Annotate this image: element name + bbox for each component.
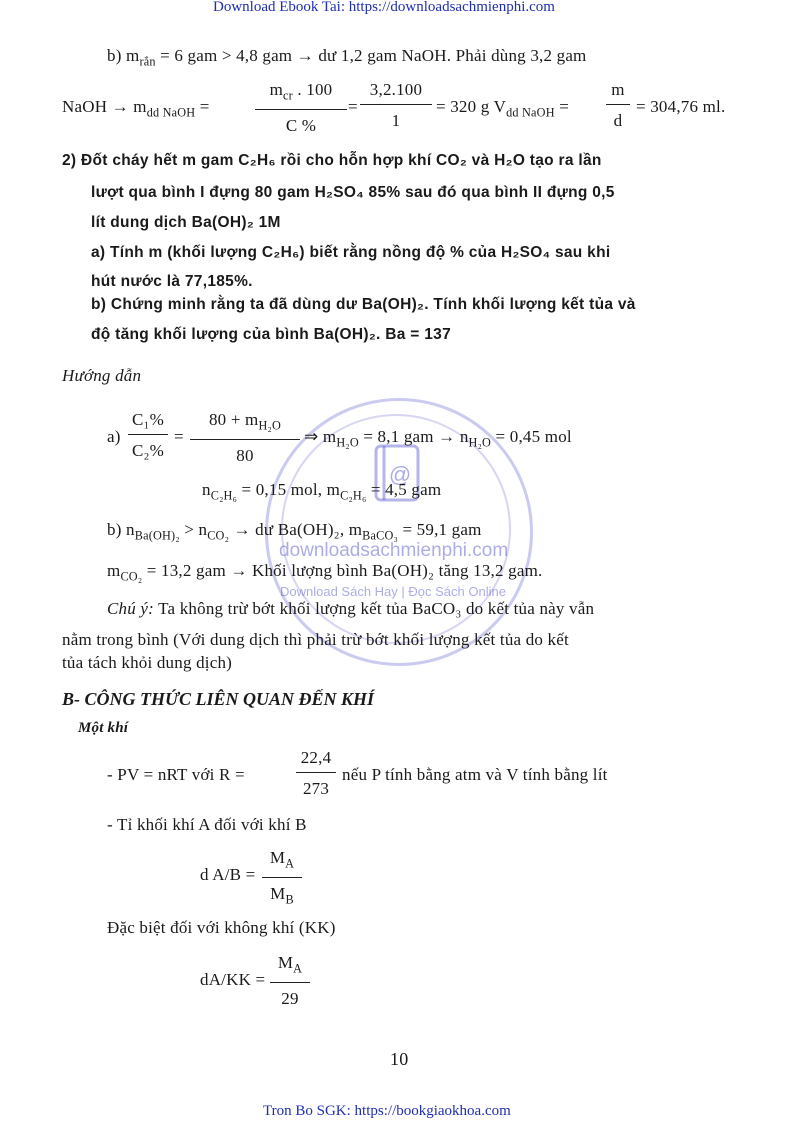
fraction-mcr-100-over-c: $m_{cr}$ . 100 C % (255, 80, 347, 136)
part-b-line2-start: NaOH → $m_{dd NaOH}$ = (62, 97, 210, 120)
svg-text:@: @ (388, 462, 412, 487)
problem2-line6: b) Chứng minh rằng ta đã dùng dư Ba(OH)₂. Tính khối lượng kết tủa và (91, 296, 636, 313)
problem2-line4: a) Tính m (khối lượng C₂H₆) biết rằng nồng độ % của H₂SO₄ sau khi (91, 244, 611, 261)
problem2-line2: lượt qua bình I đựng 80 gam H₂SO₄ 85% sau đó qua bình II đựng 0,5 (91, 184, 615, 201)
header-download-link[interactable]: Download Ebook Tai: https://downloadsachmienphi.com (213, 0, 555, 15)
part-b-line2-mid: = 320 g $V_{dd NaOH}$ = (436, 97, 569, 120)
fraction-c1-over-c2: C₁% C₂% (128, 410, 168, 461)
section-b-subheading: Một khí (78, 720, 129, 736)
fraction-80-plus-mh2o-over-80: $80 + m_{H_2O}$ 80 (190, 410, 300, 466)
problem2-line1: 2) Đốt cháy hết m gam C₂H₆ rồi cho hỗn hợp khí CO₂ và H₂O tạo ra lần (62, 152, 602, 169)
section-b-heading: B- CÔNG THỨC LIÊN QUAN ĐẾN KHÍ (62, 689, 374, 709)
guide-note-line1: Chú ý: Ta không trừ bớt khối lượng kết tủa BaCO₃ do kết tủa này vẫn (107, 599, 595, 618)
pv-line-rest: nếu P tính bằng atm và V tính bằng lít (342, 765, 608, 784)
fraction-ma-over-29: $M_A$ 29 (270, 953, 310, 1009)
guide-note-line3: tủa tách khỏi dung dịch) (62, 653, 233, 672)
fraction-m-over-d: m d (606, 80, 630, 131)
problem2-line5: hút nước là 77,185%. (91, 273, 253, 290)
guide-heading: Hướng dẫn (62, 366, 142, 385)
guide-a-label: a) (107, 427, 121, 446)
problem2-line3: lít dung dịch Ba(OH)₂ 1M (91, 214, 281, 231)
fraction-ma-over-mb: $M_A$ $M_B$ (262, 848, 302, 910)
guide-a-result: ⇒ $m_{H_2O} = 8,1$ gam → $n_{H_2O} = 0,45$ mol (304, 427, 572, 450)
footer-bookgiaokhoa-link[interactable]: Tron Bo SGK: https://bookgiaokhoa.com (263, 1103, 511, 1119)
watermark-site: downloadsachmienphi.com (279, 540, 509, 561)
guide-n-c2h6: $n_{C_2H_6} = 0,15$ mol, $m_{C_2H_6} = 4,5$ gam (202, 480, 442, 503)
problem2-line7: độ tăng khối lượng của bình Ba(OH)₂. Ba = 137 (91, 326, 451, 343)
guide-b-line: b) $n_{Ba(OH)_2} > n_{CO_2}$ → dư Ba(OH)₂, $m_{BaCO_3} = 59,1$ gam (107, 520, 482, 543)
guide-note-line2: nằm trong bình (Với dung dịch thì phải trừ bớt khối lượng kết tủa do kết (62, 630, 569, 649)
air-line: Đặc biệt đối với không khí (KK) (107, 918, 336, 937)
pv-line-prefix: - PV = nRT với R = (107, 765, 245, 784)
part-b-line1: b) $m_{rắn} = 6$ gam > 4,8 gam → dư 1,2 gam NaOH. Phải dùng 3,2 gam (107, 46, 587, 69)
guide-mco2-line: $m_{CO_2} = 13,2$ gam → Khối lượng bình Ba(OH)₂ tăng 13,2 gam. (107, 561, 543, 584)
part-b-line2-end: = 304,76 ml. (636, 97, 726, 116)
dab-label: d A/B = (200, 865, 256, 884)
guide-eq-sign: = (174, 427, 184, 446)
dakk-label: dA/KK = (200, 970, 266, 989)
page-number: 10 (390, 1049, 409, 1069)
fraction-22-4-over-273: 22,4 273 (296, 748, 336, 799)
watermark-tagline: Download Sách Hay | Đọc Sách Online (280, 584, 506, 599)
fraction-32-100-over-1: 3,2.100 1 (360, 80, 432, 131)
approx-sign: = (348, 97, 358, 116)
ratio-line: - Tỉ khối khí A đối với khí B (107, 815, 307, 834)
